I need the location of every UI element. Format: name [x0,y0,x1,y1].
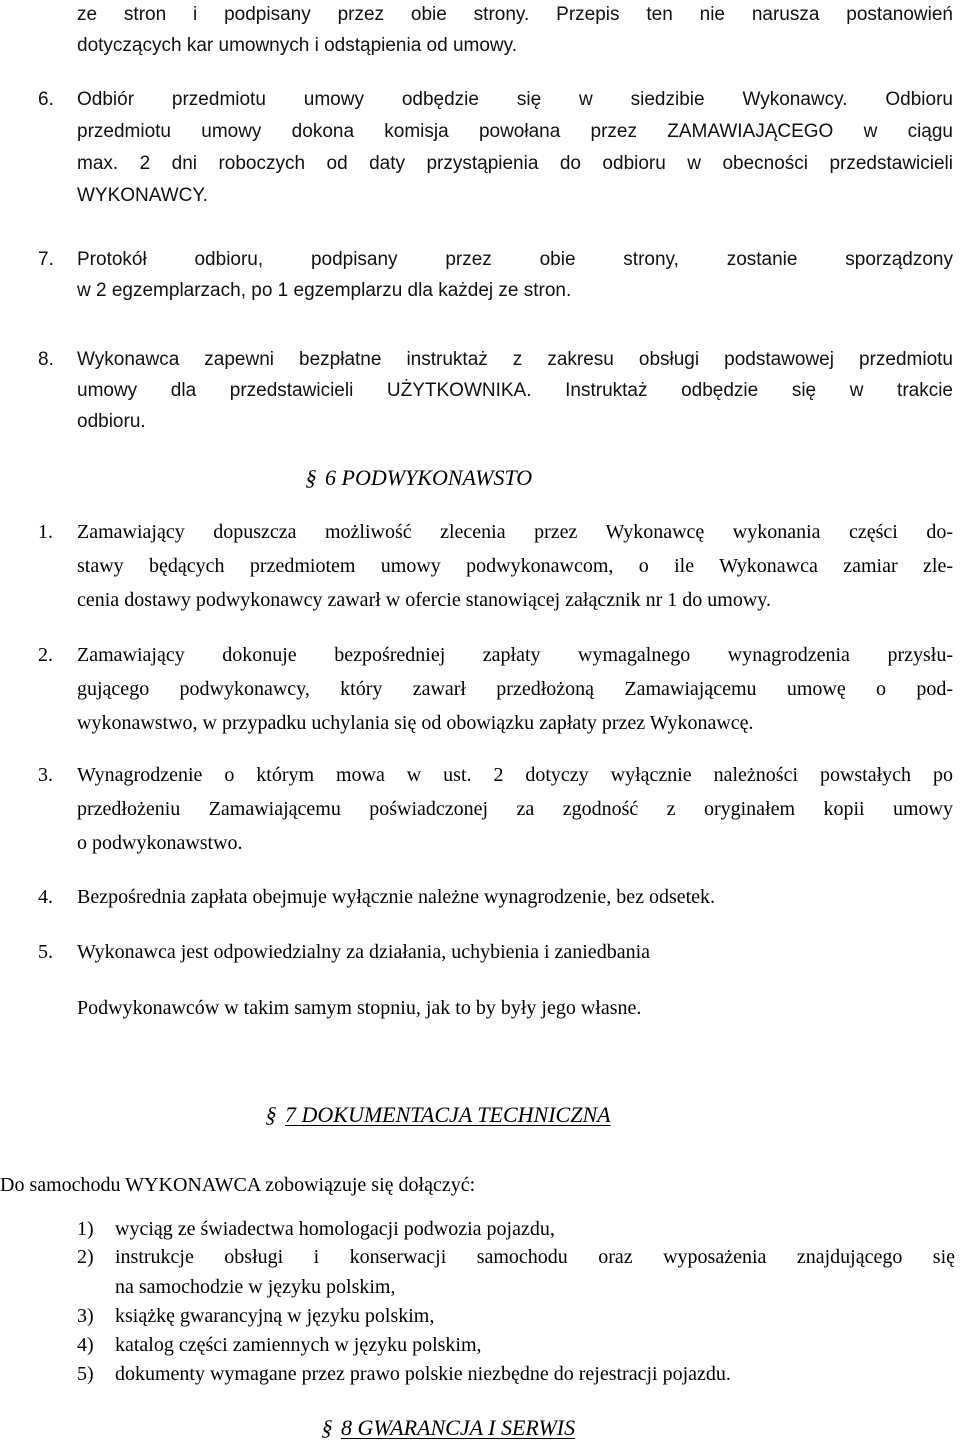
list-item-number: 2) [77,1246,94,1268]
list-item: dokumenty wymagane przez prawo polskie niezbędne do rejestracji pojazdu. [115,1363,731,1385]
section-title: 8 GWARANCJA I SERWIS [341,1415,576,1440]
text-line: w 2 egzemplarzach, po 1 egzemplarzu dla każdej ze stron. [77,280,572,301]
section-title: 6 PODWYKONAWSTO [325,465,533,490]
clause-number: 5. [38,941,53,963]
text-line: Zamawiający dokonuje bezpośredniej zapłaty wymagalnego wynagrodzenia przysłu- [77,644,953,666]
text-line: Wykonawca jest odpowiedzialny za działania, uchybienia i zaniedbania [77,941,650,963]
clause-number: 7. [38,249,54,270]
text-line: Podwykonawców w takim samym stopniu, jak to by były jego własne. [77,997,642,1019]
text-line: o podwykonawstwo. [77,832,243,854]
section-heading-7 [263,1097,611,1133]
text-line: Zamawiający dopuszcza możliwość zlecenia przez Wykonawcę wykonania części do- [77,521,953,543]
list-item-number: 1) [77,1218,94,1240]
list-item: instrukcje obsługi i konserwacji samochodu oraz wyposażenia znajdującego się [115,1246,955,1268]
text-line: Wynagrodzenie o którym mowa w ust. 2 dotyczy wyłącznie należności powstałych po [77,764,953,786]
text-line: Wykonawca zapewni bezpłatne instruktaż z zakresu obsługi podstawowej przedmiotu [77,349,953,370]
list-item-number: 4) [77,1334,94,1356]
list-item: wyciąg ze świadectwa homologacji podwozia pojazdu, [115,1218,555,1240]
clause-number: 8. [38,349,54,370]
clause-number: 2. [38,644,53,666]
section-heading-8 [319,1410,576,1446]
clause-number: 1. [38,521,53,543]
list-item-number: 5) [77,1363,94,1385]
paragraph-sign: § [303,465,320,490]
text-line: umowy dla przedstawicieli UŻYTKOWNIKA. Instruktaż odbędzie się w trakcie [77,380,953,401]
text-line: przedmiotu umowy dokona komisja powołana przez ZAMAWIAJĄCEGO w ciągu [77,121,953,142]
text-line: Bezpośrednia zapłata obejmuje wyłącznie należne wynagrodzenie, bez odsetek. [77,886,716,908]
list-item: książkę gwarancyjną w języku polskim, [115,1305,435,1327]
text-line: WYKONAWCY. [77,185,208,206]
clause-number: 4. [38,886,53,908]
section-heading-6 [303,460,533,496]
text-line: dotyczących kar umownych i odstąpienia od umowy. [77,35,518,56]
text-line: Odbiór przedmiotu umowy odbędzie się w siedzibie Wykonawcy. Odbioru [77,89,953,110]
list-item-number: 3) [77,1305,94,1327]
clause-number: 6. [38,89,54,110]
text-line: Protokół odbioru, podpisany przez obie strony, zostanie sporządzony [77,249,953,270]
paragraph-sign: § [263,1102,280,1127]
list-item-continuation: na samochodzie w języku polskim, [115,1276,396,1298]
text-line: gującego podwykonawcy, który zawarł przedłożoną Zamawiającemu umowę o pod- [77,678,953,700]
list-item: katalog części zamiennych w języku polskim, [115,1334,482,1356]
clause-number: 3. [38,764,53,786]
section-intro: Do samochodu WYKONAWCA zobowiązuje się dołączyć: [0,1174,476,1196]
text-line: max. 2 dni roboczych od daty przystąpienia do odbioru w obecności przedstawicieli [77,153,953,174]
section-title: 7 DOKUMENTACJA TECHNICZNA [285,1102,611,1127]
text-line: wykonawstwo, w przypadku uchylania się od obowiązku zapłaty przez Wykonawcę. [77,712,754,734]
text-line: cenia dostawy podwykonawcy zawarł w ofercie stanowiącej załącznik nr 1 do umowy. [77,589,771,611]
paragraph-sign: § [319,1415,336,1440]
text-line: ze stron i podpisany przez obie strony. Przepis ten nie narusza postanowień [77,4,953,25]
text-line: odbioru. [77,411,146,432]
text-line: stawy będących przedmiotem umowy podwykonawcom, o ile Wykonawca zamiar zle- [77,555,953,577]
text-line: przedłożeniu Zamawiającemu poświadczonej za zgodność z oryginałem kopii umowy [77,798,953,820]
